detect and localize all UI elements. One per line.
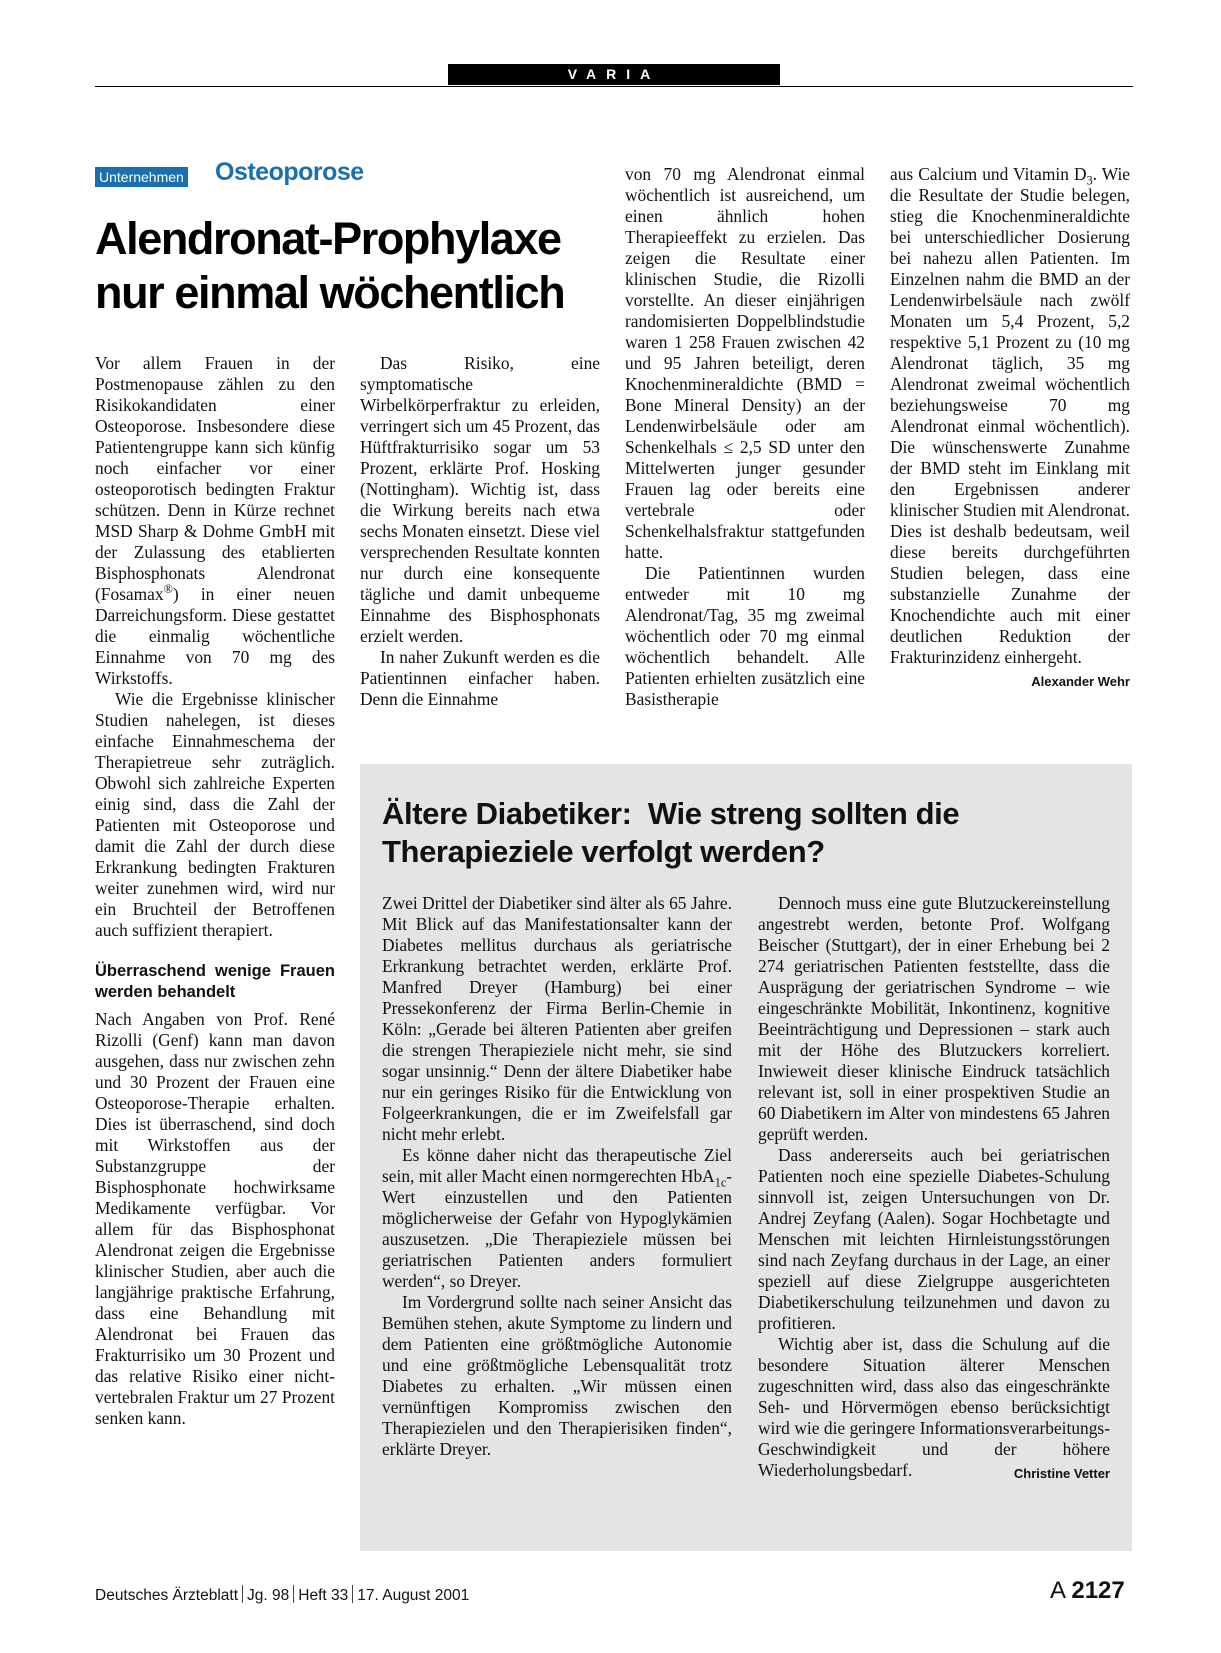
paragraph: Wie die Ergebnisse klinischer Studien nahelegen, ist dieses einfache Einnahmeschema der Therapietreue sehr zuträglich. Obwohl sich zahlreiche Experten einig sind, dass die Zahl der Patienten mit Osteoporose und damit die Zahl der durch diese Erkrankung bedingten Frakturen weiter zunehmen wird, wird nur ein Bruchteil der Betroffenen auch suffizient therapiert. [95,689,335,940]
article2-column-2 [758,893,1110,1484]
paragraph: Dennoch muss eine gute Blutzuckereinstellung angestrebt werden, betonte Prof. Wolfgang Beischer (Stuttgart), der in einer Erhebung bei 2 274 geriatrischen Patienten feststellte, dass die Ausprägung der geriatrischen Syndrome – wie eingeschränkte Mobilität, Inkontinenz, kognitive Beeinträchtigung und Depressionen – stark auch mit der Höhe des Blutzuckers korreliert. Inwieweit dieser klinische Eindruck tatsächlich relevant ist, soll in einer prospektiven Studie an 60 Diabetikern im Alter von mindestens 65 Jahren geprüft werden. [758,893,1110,1144]
headline-line: nur einmal wöchentlich [95,267,565,318]
paragraph: Es könne daher nicht das therapeutische Ziel sein, mit aller Macht einen normgerechten HbA$_{1c}$-Wert einzustellen und den Patienten möglicherweise der Gefahr von Hypoglykämien auszusetzen. „Die Therapieziele müssen bei geriatrischen Patienten anders formuliert werden“, so Dreyer. [382,1145,733,1291]
author-byline: Alexander Wehr [1031,674,1130,689]
paragraph: Zwei Drittel der Diabetiker sind älter als 65 Jahre. Mit Blick auf das Manifestationsalter kann der Diabetes mellitus durchaus als geriatrische Erkrankung betrachtet werden, erklärte Prof. Manfred Dreyer (Hamburg) bei einer Pressekonferenz der Firma Berlin-Chemie in Köln: „Gerade bei älteren Patienten aber greifen die strengen Therapieziele nicht mehr, sie sind sogar unsinnig.“ Denn der ältere Diabetiker habe nur ein geringes Risiko für die Entwicklung von Folgeerkrankungen, die er im Zweifelsfall gar nicht mehr erlebt. [382,893,732,1144]
issue: Heft 33 [298,1587,349,1604]
paragraph: Nach Angaben von Prof. René Rizolli (Genf) kann man davon ausgehen, dass nur zwischen zehn und 30 Prozent der Frauen eine Osteoporose-Therapie erhalten. Dies ist überraschend, sind doch mit Wirkstoffen aus der Substanzgruppe der Bisphosphonate hochwirksame Medikamente verfügbar. Vor allem für das Bisphosphonat Alendronat zeigen die Ergebnisse klinischer Studien, aber auch die langjährige praktische Erfahrung, dass eine Behandlung mit Alendronat bei Frauen das Frakturrisiko um 30 Prozent und das relative Risiko einer nicht-vertebralen Fraktur um 27 Prozent senken kann. [95,1009,335,1428]
article1-column-4 [890,164,1130,692]
volume: Jg. 98 [247,1587,290,1604]
headline-line: Ältere Diabetiker: Wie streng sollten die [382,796,960,831]
paragraph: Vor allem Frauen in der Postmenopause zählen zu den Risikokandidaten einer Osteoporose. Insbesondere diese Patientengruppe kann sich künfig noch einfacher vor einer osteoporotisch bedingten Fraktur schützen. Denn in Kürze rechnet MSD Sharp & Dohme GmbH mit der Zulassung des etablierten Bisphosphonats Alendronat (Fosamax®) in einer neuen Darreichungsform. Diese gestattet die einmalig wöchentliche Einnahme von 70 mg des Wirkstoffs. [95,353,335,688]
article2-headline [382,795,1102,871]
article1-column-3 [625,164,865,710]
paragraph: von 70 mg Alendronat einmal wöchentlich ist ausreichend, um einen ähnlich hohen Therapieeffekt zu erzielen. Das zeigen die Resultate einer klinischen Studie, die Rizolli vorstellte. An dieser einjährigen randomisierten Doppelblindstudie waren 1 258 Frauen zwischen 42 und 95 Jahren beteiligt, deren Knochenmineraldichte (BMD = Bone Mineral Density) an der Lendenwirbelsäule oder am Schenkelhals ≤ 2,5 SD unter den Mittelwerten junger gesunder Frauen lag oder bereits eine vertebrale oder Schenkelhalsfraktur stattgefunden hatte. [625,164,865,562]
section-subheading: Überraschend wenige Frauen werden behandelt [95,962,335,1001]
article1-column-2 [360,353,600,710]
author-byline: Christine Vetter [1013,1466,1110,1481]
article-kicker: Osteoporose [215,158,364,186]
headline-line: Alendronat-Prophylaxe [95,213,561,264]
paragraph: Wichtig aber ist, dass die Schulung auf die besondere Situation älterer Menschen zugeschnitten wird, dass also das eingeschränkte Seh- und Hörvermögen ebenso berücksichtigt wird wie die geringere Informationsverarbeitungs-Geschwindigkeit und der höhere Wiederholungsbedarf. Christine Vetter [758,1334,1110,1481]
article-headline [95,212,615,320]
page-footer [95,1585,469,1605]
headline-line: Therapieziele verfolgt werden? [382,834,825,869]
top-rule [95,86,1133,87]
paragraph: Das Risiko, eine symptomatische Wirbelkörperfraktur zu erleiden, verringert sich um 45 Prozent, das Hüftfrakturrisiko sogar um 53 Prozent, erklärte Prof. Hosking (Nottingham). Wichtig ist, dass die Wirkung bereits nach etwa sechs Monaten einsetzt. Diese viel versprechenden Resultate konnten nur durch eine konsequente tägliche und damit unbequeme Einnahme des Bisphosphonats erzielt werden. [360,353,601,646]
paragraph: aus Calcium und Vitamin $D_3$. Wie die Resultate der Studie belegen, stieg die Knochenmineraldichte bei unterschiedlicher Dosierung bei nahezu allen Patienten. Im Einzelnen nahm die BMD an der Lendenwirbelsäule nach zwölf Monaten um 5,4 Prozent, 5,2 respektive 5,1 Prozent zu (10 mg Alendronat täglich, 35 mg Alendronat zweimal wöchentlich beziehungsweise 70 mg Alendronat einmal wöchentlich). Die wünschenswerte Zunahme der BMD steht im Einklang mit den Ergebnissen anderer klinischer Studien mit Alendronat. Dies ist deshalb bedeutsam, weil diese bereits durchgeführten Studien belegen, dass eine substanzielle Zunahme der Knochendichte auch mit einer deutlichen Reduktion der Frakturinzidenz einhergeht. Alexander Wehr [890,164,1130,668]
issue-date: 17. August 2001 [357,1587,470,1604]
article1-column-1 [95,353,335,1429]
page-number: A 2127 [1050,1577,1125,1604]
paragraph: Im Vordergrund sollte nach seiner Ansicht das Bemühen stehen, akute Symptome zu lindern und dem Patienten eine größtmögliche Autonomie und eine größtmögliche Lebensqualität trotz Diabetes zu erhalten. „Wir müssen einen vernünftigen Kompromiss zwischen den Therapiezielen und den Therapierisiken finden“, erklärte Dreyer. [382,1292,732,1459]
journal-name: Deutsches Ärzteblatt [95,1587,239,1604]
section-label: VARIA [448,64,780,85]
paragraph: Dass andererseits auch bei geriatrischen Patienten noch eine spezielle Diabetes-Schulung sinnvoll ist, zeigen Untersuchungen von Dr. Andrej Zeyfang (Aalen). Sogar Hochbetagte und Menschen mit leichten Hirnleistungsstörungen sind nach Zeyfang durchaus in der Lage, an einer speziell auf diese Zielgruppe ausgerichteten Diabetikerschulung teilzunehmen und davon zu profitieren. [758,1145,1110,1333]
paragraph: In naher Zukunft werden es die Patientinnen einfacher haben. Denn die Einnahme [360,647,600,709]
article2-column-1 [382,893,732,1460]
paragraph: Die Patientinnen wurden entweder mit 10 mg Alendronat/Tag, 35 mg zweimal wöchentlich oder 70 mg einmal wöchentlich behandelt. Alle Patienten erhielten zusätzlich eine Basistherapie [625,563,865,709]
category-tag: Unternehmen [95,167,188,187]
